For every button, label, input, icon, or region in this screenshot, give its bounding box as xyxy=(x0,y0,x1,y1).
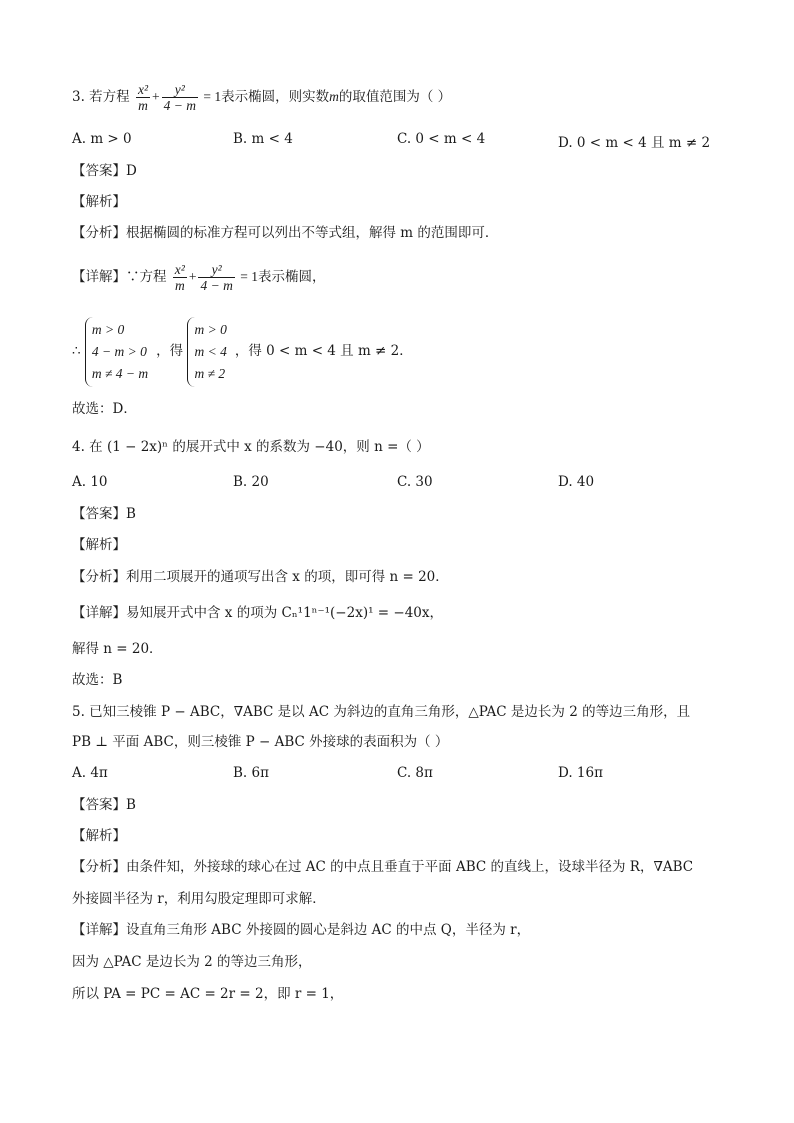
q4-option-c[interactable]: C. 30 xyxy=(397,474,433,490)
q3-fraction-y: $\frac{\text{y²}}{4 - m}$ xyxy=(163,82,196,113)
q3-option-a[interactable]: A. m > 0 xyxy=(72,131,132,147)
q5-xiangjie: 【详解】设直角三角形 ABC 外接圆的圆心是斜边 AC 的中点 Q，半径为 r， xyxy=(72,922,531,938)
q4-xiangjie: 【详解】易知展开式中含 x 的项为 Cₙ¹1ⁿ⁻¹(−2x)¹ = −40x， xyxy=(72,605,443,621)
q3-xiangjie-suffix: 表示椭圆， xyxy=(257,269,326,285)
q5-stem-line1: 5. 已知三棱锥 P − ABC，∇ABC 是以 AC 为斜边的直角三角形，△PAC 是边长为 2 的等边三角形，且 xyxy=(72,704,691,720)
q3-prefix: 3. 若方程 xyxy=(72,89,130,105)
q3-option-b[interactable]: B. m < 4 xyxy=(233,131,293,147)
q5-answer: 【答案】B xyxy=(72,797,136,813)
q3-system-2: m > 0 m < 4 m ≠ 2 xyxy=(187,317,234,387)
q3-option-d[interactable]: D. 0 < m < 4 且 m ≠ 2 xyxy=(558,135,711,151)
q3-result: ，得 0 < m < 4 且 m ≠ 2． xyxy=(234,343,413,359)
therefore-symbol: ∴ xyxy=(72,343,81,359)
q3-system-1: m > 0 4 − m > 0 m ≠ 4 − m xyxy=(85,317,156,387)
q4-options xyxy=(72,474,732,492)
q3-de: ，得 xyxy=(156,343,184,359)
q5-so: 所以 PA = PC = AC = 2r = 2，即 r = 1， xyxy=(72,986,344,1002)
q4-option-b[interactable]: B. 20 xyxy=(233,474,269,490)
q3-choose: 故选：D． xyxy=(72,401,137,417)
q3-plus: + xyxy=(152,89,160,104)
q5-fenxi-line2: 外接圆半径为 r，利用勾股定理即可求解． xyxy=(72,891,326,907)
q3-fenxi: 【分析】根据椭圆的标准方程可以列出不等式组，解得 m 的范围即可． xyxy=(72,225,499,241)
q5-option-c[interactable]: C. 8π xyxy=(397,765,433,781)
q3-xiangjie-fraction-x: $\frac{\text{x²}}{m}$ xyxy=(174,262,185,293)
q4-analysis-title: 【解析】 xyxy=(72,537,126,553)
q3-fraction-x: $\frac{\text{x²}}{m}$ xyxy=(137,82,149,113)
q5-because: 因为 △PAC 是边长为 2 的等边三角形， xyxy=(72,954,312,970)
q3-xiangjie xyxy=(72,262,325,293)
q4-solve: 解得 n = 20． xyxy=(72,641,163,657)
q4-answer: 【答案】B xyxy=(72,506,136,522)
q3-equals: = 1 xyxy=(200,89,222,104)
q5-options xyxy=(72,765,732,783)
q4-fenxi: 【分析】利用二项展开的通项写出含 x 的项，即可得 n = 20． xyxy=(72,569,449,585)
q4-option-a[interactable]: A. 10 xyxy=(72,474,108,490)
q4-choose: 故选：B xyxy=(72,672,123,688)
q3-xiangjie-prefix: 【详解】∵方程 xyxy=(72,269,167,285)
q3-system xyxy=(72,316,413,387)
q5-stem-line2: PB ⊥ 平面 ABC，则三棱锥 P − ABC 外接球的表面积为（ ） xyxy=(72,734,449,750)
q3-xiangjie-fraction-y: $\frac{\text{y²}}{4 - m}$ xyxy=(200,262,233,293)
q5-analysis-title: 【解析】 xyxy=(72,828,126,844)
q3-var: m xyxy=(329,89,339,104)
q3-answer: 【答案】D xyxy=(72,163,137,179)
q3-analysis-title: 【解析】 xyxy=(72,194,126,210)
q4-stem: 4. 在 (1 − 2x)ⁿ 的展开式中 x 的系数为 −40，则 n =（ ） xyxy=(72,439,430,455)
q5-fenxi-line1: 【分析】由条件知，外接球的球心在过 AC 的中点且垂直于平面 ABC 的直线上，设球半径为 R，∇ABC xyxy=(72,859,694,875)
q3-option-c[interactable]: C. 0 < m < 4 xyxy=(397,131,486,147)
q5-option-b[interactable]: B. 6π xyxy=(233,765,269,781)
q3-suffix2: 的取值范围为（ ） xyxy=(338,89,452,105)
q3-xiangjie-plus: + xyxy=(188,269,197,284)
q5-option-a[interactable]: A. 4π xyxy=(72,765,108,781)
q3-suffix: 表示椭圆，则实数 xyxy=(221,89,330,105)
q3-options xyxy=(72,131,732,149)
q4-option-d[interactable]: D. 40 xyxy=(558,474,595,490)
q5-option-d[interactable]: D. 16π xyxy=(558,765,603,781)
q3-stem xyxy=(72,82,451,113)
q3-xiangjie-equals: = 1 xyxy=(236,269,258,284)
